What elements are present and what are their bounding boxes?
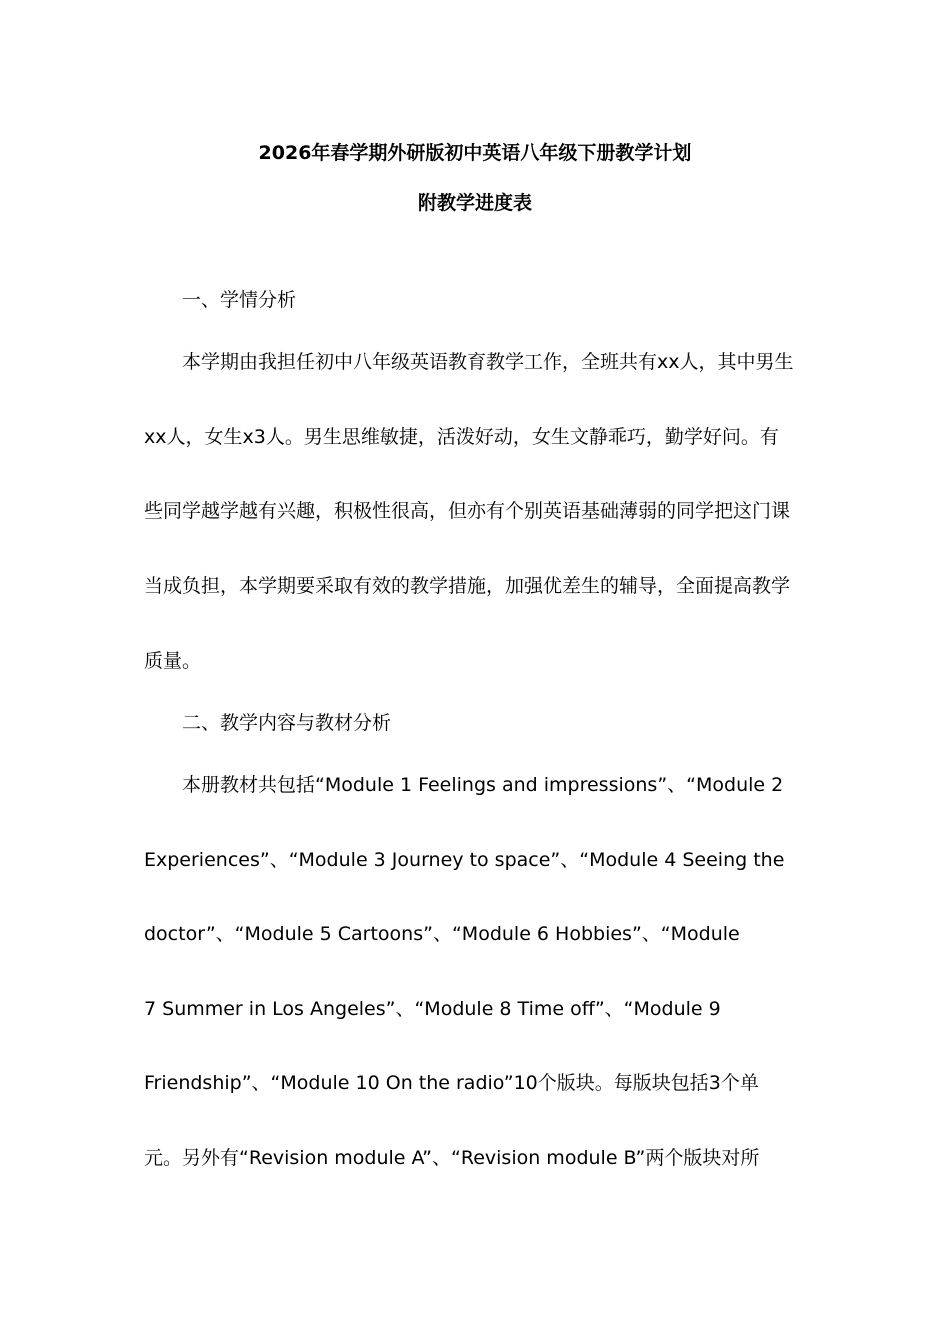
paragraph-line: 本册教材共包括“Module 1 Feelings and impressions”、“Module 2: [182, 774, 784, 796]
paragraph-line: 本学期由我担任初中八年级英语教育教学工作，全班共有xx人，其中男生: [182, 351, 794, 373]
paragraph-line: 些同学越学越有兴趣，积极性很高，但亦有个别英语基础薄弱的同学把这门课: [144, 500, 791, 522]
paragraph-line: xx人，女生x3人。男生思维敏捷，活泼好动，女生文静乖巧，勤学好问。有: [144, 426, 779, 448]
paragraph-line: doctor”、“Module 5 Cartoons”、“Module 6 Hobbies”、“Module: [144, 923, 740, 945]
paragraph-line: 元。另外有“Revision module A”、“Revision module B”两个版块对所: [144, 1147, 760, 1169]
section-heading-content-analysis: 二、教学内容与教材分析: [182, 712, 392, 734]
document-title: 2026年春学期外研版初中英语八年级下册教学计划: [258, 142, 692, 164]
section-heading-student-analysis: 一、学情分析: [182, 289, 297, 311]
paragraph-line: 7 Summer in Los Angeles”、“Module 8 Time off”、“Module 9: [144, 998, 721, 1020]
paragraph-line: 当成负担，本学期要采取有效的教学措施，加强优差生的辅导，全面提高教学: [144, 575, 791, 597]
paragraph-line: Friendship”、“Module 10 On the radio”10个版块。每版块包括3个单: [144, 1072, 759, 1094]
paragraph-line: 质量。: [144, 650, 202, 672]
paragraph-line: Experiences”、“Module 3 Journey to space”、“Module 4 Seeing the: [144, 849, 785, 871]
document-subtitle: 附教学进度表: [417, 192, 532, 214]
